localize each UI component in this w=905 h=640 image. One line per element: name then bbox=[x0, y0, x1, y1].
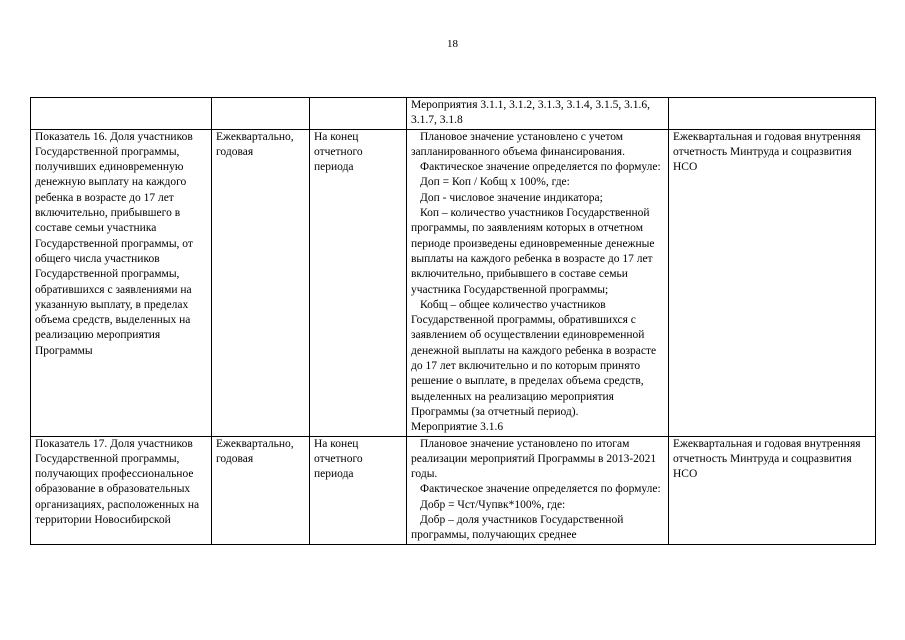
method-paragraph: Кобщ – общее количество участников Государственной программы, обратившихся с заявлением об осуществлении единовременной денежной выплаты на каждого ребенка в возрасте до 17 лет включительно и по которым принято решение о выплате, в пределах объема средств, выделенных на реализацию мероприятия Программы (за отчетный период). bbox=[411, 298, 657, 418]
cell-indicator: Показатель 16. Доля участников Государственной программы, получивших единовременную денежную выплату на каждого ребенка в возрасте до 17 лет включительно, прибывшего в составе семьи участника Государственной программы, от общего числа участников Государственной программы, обратившихся с заявлениями на указанную выплату, в пределах объема средств, выделенных на реализацию мероприятия Программы bbox=[31, 129, 212, 436]
formula: Доп = Коп / Кобщ х 100%, где: bbox=[420, 176, 570, 189]
indicators-table bbox=[30, 97, 876, 545]
cell-frequency: Ежеквартально, годовая bbox=[212, 129, 310, 436]
table-row-indicator-17 bbox=[31, 436, 876, 544]
cell-indicator: Показатель 17. Доля участников Государственной программы, получающих профессиональное образование в образовательных организациях, расположенных на территории Новосибирской bbox=[31, 436, 212, 544]
page-number: 18 bbox=[447, 38, 458, 50]
method-paragraph: Плановое значение установлено с учетом запланированного объема финансирования. bbox=[411, 130, 625, 158]
cell-source-empty bbox=[669, 98, 876, 130]
method-paragraph: Плановое значение установлено по итогам реализации мероприятий Программы в 2013-2021 годы. bbox=[411, 437, 657, 481]
cell-indicator-empty bbox=[31, 98, 212, 130]
cell-measures: Мероприятия 3.1.1, 3.1.2, 3.1.3, 3.1.4, 3.1.5, 3.1.6, 3.1.7, 3.1.8 bbox=[407, 98, 669, 130]
cell-period: На конец отчетного периода bbox=[310, 436, 407, 544]
method-paragraph: Добр – доля участников Государственной программы, получающих среднее bbox=[411, 514, 624, 542]
cell-frequency-empty bbox=[212, 98, 310, 130]
method-paragraph: Доп - числовое значение индикатора; bbox=[420, 191, 603, 204]
cell-source: Ежеквартальная и годовая внутренняя отчетность Минтруда и соцразвития НСО bbox=[669, 436, 876, 544]
cell-source: Ежеквартальная и годовая внутренняя отчетность Минтруда и соцразвития НСО bbox=[669, 129, 876, 436]
method-paragraph: Фактическое значение определяется по формуле: bbox=[420, 483, 661, 496]
method-paragraph: Коп – количество участников Государственной программы, по заявлениям которых в отчетном периоде произведены единовременные денежные выплаты на каждого ребенка в возрасте до 17 лет включительно, прибывшего в составе семьи участника Государственной программы; bbox=[411, 207, 655, 296]
cell-method bbox=[407, 129, 669, 436]
cell-frequency: Ежеквартально, годовая bbox=[212, 436, 310, 544]
table-row-continuation bbox=[31, 98, 876, 130]
cell-period-empty bbox=[310, 98, 407, 130]
method-paragraph: Фактическое значение определяется по формуле: bbox=[420, 161, 661, 174]
cell-method bbox=[407, 436, 669, 544]
table-row-indicator-16 bbox=[31, 129, 876, 436]
cell-period: На конец отчетного периода bbox=[310, 129, 407, 436]
formula: Добр = Чст/Чупвк*100%, где: bbox=[420, 498, 566, 511]
measure-reference: Мероприятие 3.1.6 bbox=[411, 421, 504, 434]
